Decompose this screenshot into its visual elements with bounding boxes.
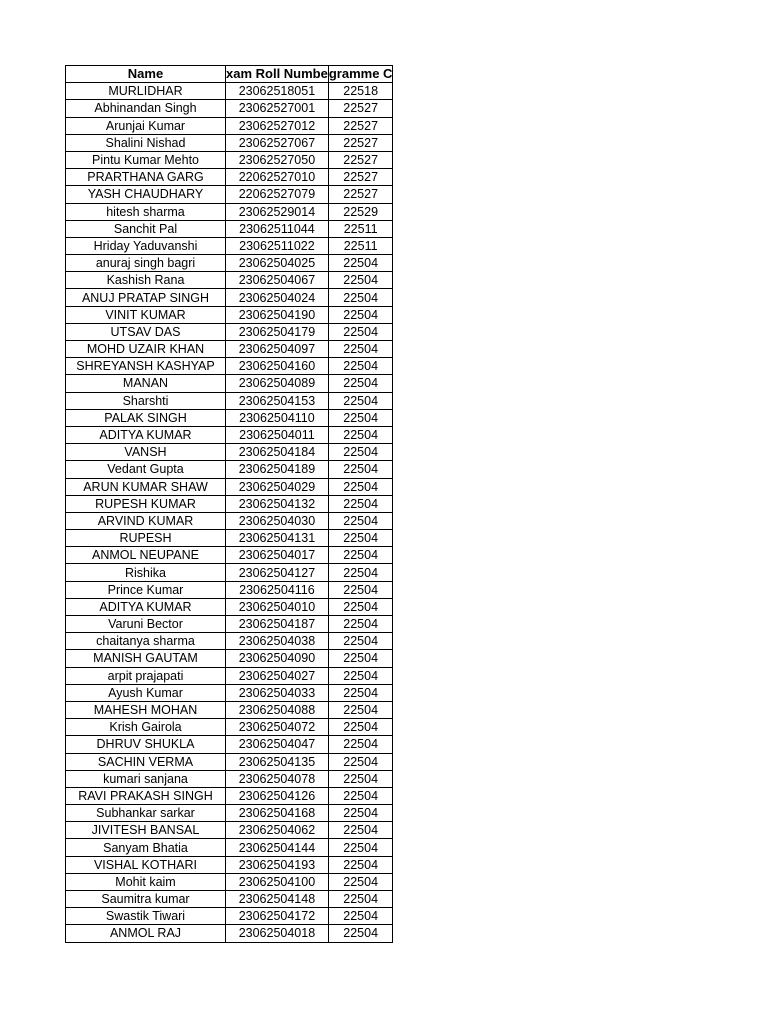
table-row — [66, 873, 393, 890]
table-row — [66, 444, 393, 461]
exam-roll-number-cell[interactable]: 23062504025 — [226, 255, 329, 272]
table-row — [66, 822, 393, 839]
programme-code-cell[interactable]: 22504 — [328, 701, 393, 718]
name-cell[interactable]: Shalini Nishad — [66, 134, 226, 151]
programme-code-cell[interactable]: 22504 — [328, 375, 393, 392]
name-cell[interactable]: MAHESH MOHAN — [66, 701, 226, 718]
exam-roll-number-cell[interactable]: 23062504168 — [226, 805, 329, 822]
table-row — [66, 220, 393, 237]
exam-roll-number-cell[interactable]: 23062504030 — [226, 512, 329, 529]
header-row — [66, 66, 393, 83]
name-cell[interactable]: Swastik Tiwari — [66, 908, 226, 925]
exam-roll-number-cell[interactable]: 23062504088 — [226, 701, 329, 718]
exam-roll-number-cell[interactable]: 23062518051 — [226, 83, 329, 100]
programme-code-cell[interactable]: 22504 — [328, 736, 393, 753]
table-row — [66, 358, 393, 375]
table-row — [66, 581, 393, 598]
name-cell[interactable]: chaitanya sharma — [66, 633, 226, 650]
table-row — [66, 426, 393, 443]
programme-code-cell[interactable]: 22504 — [328, 392, 393, 409]
programme-code-cell[interactable]: 22504 — [328, 667, 393, 684]
exam-roll-number-cell[interactable]: 23062504029 — [226, 478, 329, 495]
exam-roll-number-cell[interactable]: 23062504033 — [226, 684, 329, 701]
exam-roll-number-cell[interactable]: 23062504018 — [226, 925, 329, 942]
name-cell[interactable]: Krish Gairola — [66, 719, 226, 736]
name-cell[interactable]: hitesh sharma — [66, 203, 226, 220]
table-row — [66, 736, 393, 753]
table-row — [66, 856, 393, 873]
name-cell[interactable]: RUPESH KUMAR — [66, 495, 226, 512]
name-cell[interactable]: VINIT KUMAR — [66, 306, 226, 323]
table-row — [66, 719, 393, 736]
programme-code-cell[interactable]: 22527 — [328, 151, 393, 168]
exam-roll-number-cell[interactable]: 23062504089 — [226, 375, 329, 392]
student-table — [65, 65, 393, 943]
exam-roll-number-cell[interactable]: 23062504067 — [226, 272, 329, 289]
name-cell[interactable]: anuraj singh bagri — [66, 255, 226, 272]
programme-code-cell[interactable]: 22504 — [328, 358, 393, 375]
programme-code-cell[interactable]: 22504 — [328, 512, 393, 529]
name-cell[interactable]: ARVIND KUMAR — [66, 512, 226, 529]
name-cell[interactable]: RAVI PRAKASH SINGH — [66, 787, 226, 804]
table-row — [66, 667, 393, 684]
table-row — [66, 83, 393, 100]
programme-code-cell[interactable]: 22504 — [328, 719, 393, 736]
programme-code-cell[interactable]: 22504 — [328, 616, 393, 633]
exam-roll-number-cell[interactable]: 23062504131 — [226, 530, 329, 547]
exam-roll-number-cell[interactable]: 23062504190 — [226, 306, 329, 323]
programme-code-cell[interactable]: 22504 — [328, 650, 393, 667]
programme-code-cell[interactable]: 22504 — [328, 444, 393, 461]
exam-roll-number-cell[interactable]: 23062504110 — [226, 409, 329, 426]
name-cell[interactable]: ANUJ PRATAP SINGH — [66, 289, 226, 306]
programme-code-cell[interactable]: 22504 — [328, 478, 393, 495]
name-cell[interactable]: Ayush Kumar — [66, 684, 226, 701]
table-row — [66, 237, 393, 254]
exam-roll-number-cell[interactable]: 23062504172 — [226, 908, 329, 925]
programme-code-cell[interactable]: 22504 — [328, 564, 393, 581]
exam-roll-number-cell[interactable]: 23062504038 — [226, 633, 329, 650]
table-row — [66, 650, 393, 667]
table-row — [66, 530, 393, 547]
exam-roll-number-cell[interactable]: 23062504017 — [226, 547, 329, 564]
programme-code-cell[interactable]: 22504 — [328, 684, 393, 701]
exam-roll-number-cell[interactable]: 23062504132 — [226, 495, 329, 512]
table-row — [66, 564, 393, 581]
exam-roll-number-cell[interactable]: 23062504072 — [226, 719, 329, 736]
exam-roll-number-cell[interactable]: 23062511044 — [226, 220, 329, 237]
table-row — [66, 323, 393, 340]
programme-code-cell[interactable]: 22511 — [328, 220, 393, 237]
name-cell[interactable]: VISHAL KOTHARI — [66, 856, 226, 873]
table-row — [66, 787, 393, 804]
name-cell[interactable]: MANAN — [66, 375, 226, 392]
exam-roll-number-cell[interactable]: 23062504010 — [226, 598, 329, 615]
table-row — [66, 151, 393, 168]
name-cell[interactable]: PALAK SINGH — [66, 409, 226, 426]
name-cell[interactable]: Mohit kaim — [66, 873, 226, 890]
table-row — [66, 461, 393, 478]
programme-code-cell[interactable]: 22504 — [328, 598, 393, 615]
programme-code-cell[interactable]: 22504 — [328, 495, 393, 512]
name-cell[interactable]: ANMOL NEUPANE — [66, 547, 226, 564]
name-cell[interactable]: kumari sanjana — [66, 770, 226, 787]
table-row — [66, 616, 393, 633]
name-cell[interactable]: DHRUV SHUKLA — [66, 736, 226, 753]
exam-roll-number-cell[interactable]: 23062504116 — [226, 581, 329, 598]
exam-roll-number-cell[interactable]: 22062527010 — [226, 169, 329, 186]
name-cell[interactable]: MURLIDHAR — [66, 83, 226, 100]
exam-roll-number-cell[interactable]: 23062504160 — [226, 358, 329, 375]
exam-roll-number-cell[interactable]: 23062504187 — [226, 616, 329, 633]
name-cell[interactable]: MANISH GAUTAM — [66, 650, 226, 667]
programme-code-cell[interactable]: 22504 — [328, 426, 393, 443]
programme-code-cell[interactable]: 22504 — [328, 891, 393, 908]
exam-roll-number-cell[interactable]: 23062504027 — [226, 667, 329, 684]
table-row — [66, 753, 393, 770]
table-row — [66, 134, 393, 151]
exam-roll-number-cell[interactable]: 23062504078 — [226, 770, 329, 787]
exam-roll-number-cell[interactable]: 23062527067 — [226, 134, 329, 151]
programme-code-cell[interactable]: 22504 — [328, 461, 393, 478]
table-row — [66, 203, 393, 220]
programme-code-cell[interactable]: 22504 — [328, 873, 393, 890]
exam-roll-number-cell[interactable]: 23062504189 — [226, 461, 329, 478]
name-cell[interactable]: Abhinandan Singh — [66, 100, 226, 117]
name-cell[interactable]: YASH CHAUDHARY — [66, 186, 226, 203]
name-cell[interactable]: Vedant Gupta — [66, 461, 226, 478]
exam-roll-number-cell[interactable]: 23062504153 — [226, 392, 329, 409]
programme-code-cell[interactable]: 22527 — [328, 169, 393, 186]
exam-roll-number-cell[interactable]: 23062511022 — [226, 237, 329, 254]
name-cell[interactable]: Rishika — [66, 564, 226, 581]
name-cell[interactable]: ADITYA KUMAR — [66, 598, 226, 615]
table-row — [66, 925, 393, 942]
table-row — [66, 908, 393, 925]
table-row — [66, 684, 393, 701]
programme-code-cell[interactable]: 22504 — [328, 753, 393, 770]
table-row — [66, 341, 393, 358]
programme-code-cell[interactable]: 22529 — [328, 203, 393, 220]
exam-roll-number-cell[interactable]: 23062504127 — [226, 564, 329, 581]
exam-roll-number-cell[interactable]: 22062527079 — [226, 186, 329, 203]
exam-roll-number-cell[interactable]: 23062504126 — [226, 787, 329, 804]
programme-code-cell[interactable]: 22527 — [328, 134, 393, 151]
programme-code-cell[interactable]: 22504 — [328, 289, 393, 306]
programme-code-cell[interactable]: 22527 — [328, 186, 393, 203]
programme-code-cell[interactable]: 22504 — [328, 787, 393, 804]
programme-code-cell[interactable]: 22504 — [328, 341, 393, 358]
programme-code-cell[interactable]: 22504 — [328, 547, 393, 564]
table-row — [66, 186, 393, 203]
programme-code-cell[interactable]: 22504 — [328, 633, 393, 650]
programme-code-cell[interactable]: 22527 — [328, 100, 393, 117]
exam-roll-number-cell[interactable]: 23062504047 — [226, 736, 329, 753]
table-row — [66, 255, 393, 272]
name-cell[interactable]: ADITYA KUMAR — [66, 426, 226, 443]
table-body — [66, 83, 393, 942]
name-column-header[interactable]: Name — [66, 66, 226, 83]
programme-code-cell[interactable]: 22504 — [328, 925, 393, 942]
programme-code-cell[interactable]: 22504 — [328, 839, 393, 856]
programme-code-cell[interactable]: 22504 — [328, 323, 393, 340]
exam-roll-number-cell[interactable]: 23062504193 — [226, 856, 329, 873]
name-cell[interactable]: Saumitra kumar — [66, 891, 226, 908]
name-cell[interactable]: Subhankar sarkar — [66, 805, 226, 822]
name-cell[interactable]: Pintu Kumar Mehto — [66, 151, 226, 168]
table-row — [66, 272, 393, 289]
exam-roll-number-cell[interactable]: 23062527012 — [226, 117, 329, 134]
exam-roll-number-cell[interactable]: 23062504135 — [226, 753, 329, 770]
programme-code-cell[interactable]: 22518 — [328, 83, 393, 100]
table-row — [66, 512, 393, 529]
table-row — [66, 289, 393, 306]
table-row — [66, 392, 393, 409]
table-row — [66, 770, 393, 787]
exam-roll-number-cell[interactable]: 23062504097 — [226, 341, 329, 358]
exam-roll-number-cell[interactable]: 23062504100 — [226, 873, 329, 890]
name-cell[interactable]: arpit prajapati — [66, 667, 226, 684]
name-cell[interactable]: Sanyam Bhatia — [66, 839, 226, 856]
programme-code-cell[interactable]: 22504 — [328, 272, 393, 289]
name-cell[interactable]: MOHD UZAIR KHAN — [66, 341, 226, 358]
table-row — [66, 306, 393, 323]
exam-roll-number-column-header[interactable]: xam Roll Numbe — [226, 66, 328, 82]
exam-roll-number-cell[interactable]: 23062504062 — [226, 822, 329, 839]
table-row — [66, 633, 393, 650]
programme-code-cell[interactable]: 22504 — [328, 530, 393, 547]
table-row — [66, 117, 393, 134]
table-row — [66, 547, 393, 564]
name-cell[interactable]: JIVITESH BANSAL — [66, 822, 226, 839]
programme-code-cell[interactable]: 22511 — [328, 237, 393, 254]
table-row — [66, 839, 393, 856]
name-cell[interactable]: UTSAV DAS — [66, 323, 226, 340]
name-cell[interactable]: Arunjai Kumar — [66, 117, 226, 134]
exam-roll-number-cell[interactable]: 23062504148 — [226, 891, 329, 908]
table-row — [66, 100, 393, 117]
table-row — [66, 169, 393, 186]
exam-roll-number-cell[interactable]: 23062504090 — [226, 650, 329, 667]
name-cell[interactable]: VANSH — [66, 444, 226, 461]
exam-roll-number-cell[interactable]: 23062527050 — [226, 151, 329, 168]
programme-code-cell[interactable]: 22504 — [328, 581, 393, 598]
exam-roll-number-cell[interactable]: 23062504144 — [226, 839, 329, 856]
name-cell[interactable]: Sanchit Pal — [66, 220, 226, 237]
name-cell[interactable]: SACHIN VERMA — [66, 753, 226, 770]
programme-code-cell[interactable]: 22527 — [328, 117, 393, 134]
table-row — [66, 495, 393, 512]
programme-code-cell[interactable]: 22504 — [328, 306, 393, 323]
exam-roll-number-cell[interactable]: 23062529014 — [226, 203, 329, 220]
name-cell[interactable]: Varuni Bector — [66, 616, 226, 633]
table-row — [66, 409, 393, 426]
table-row — [66, 701, 393, 718]
table-row — [66, 478, 393, 495]
name-cell[interactable]: PRARTHANA GARG — [66, 169, 226, 186]
name-cell[interactable]: Sharshti — [66, 392, 226, 409]
programme-code-cell[interactable]: 22504 — [328, 908, 393, 925]
exam-roll-number-cell[interactable]: 23062504011 — [226, 426, 329, 443]
exam-roll-number-cell[interactable]: 23062504179 — [226, 323, 329, 340]
exam-roll-number-cell[interactable]: 23062527001 — [226, 100, 329, 117]
table-row — [66, 805, 393, 822]
exam-roll-number-cell[interactable]: 23062504184 — [226, 444, 329, 461]
programme-code-column-header[interactable]: gramme C — [328, 66, 393, 82]
programme-code-cell[interactable]: 22504 — [328, 255, 393, 272]
programme-code-cell[interactable]: 22504 — [328, 822, 393, 839]
exam-roll-number-cell[interactable]: 23062504024 — [226, 289, 329, 306]
programme-code-cell[interactable]: 22504 — [328, 770, 393, 787]
name-cell[interactable]: ANMOL RAJ — [66, 925, 226, 942]
programme-code-cell[interactable]: 22504 — [328, 805, 393, 822]
table-row — [66, 598, 393, 615]
name-cell[interactable]: Kashish Rana — [66, 272, 226, 289]
name-cell[interactable]: Prince Kumar — [66, 581, 226, 598]
name-cell[interactable]: Hriday Yaduvanshi — [66, 237, 226, 254]
name-cell[interactable]: RUPESH — [66, 530, 226, 547]
table-row — [66, 891, 393, 908]
table-row — [66, 375, 393, 392]
name-cell[interactable]: ARUN KUMAR SHAW — [66, 478, 226, 495]
programme-code-cell[interactable]: 22504 — [328, 856, 393, 873]
name-cell[interactable]: SHREYANSH KASHYAP — [66, 358, 226, 375]
programme-code-cell[interactable]: 22504 — [328, 409, 393, 426]
